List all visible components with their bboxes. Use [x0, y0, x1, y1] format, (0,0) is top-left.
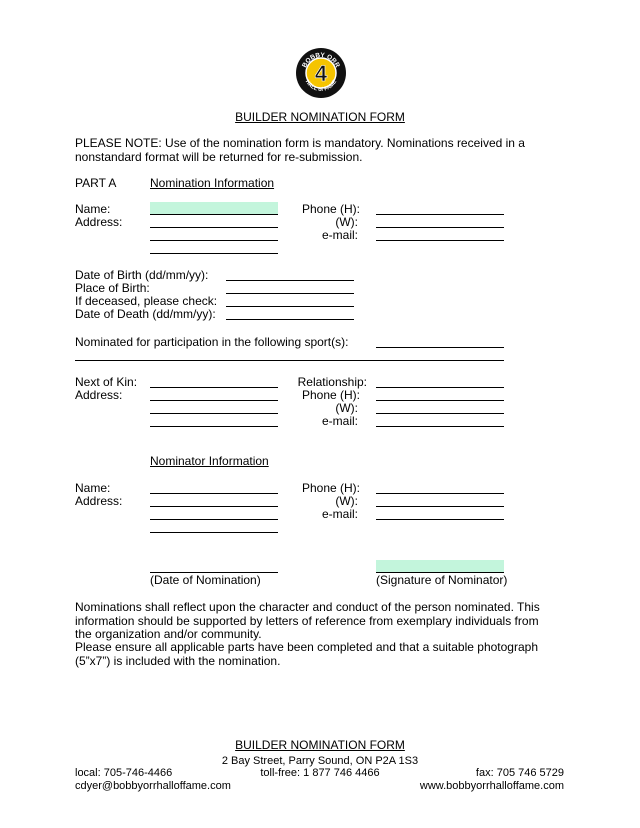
nominee-name-label: Name:: [75, 202, 111, 216]
hall-of-fame-logo: [295, 47, 347, 99]
footer-title: BUILDER NOMINATION FORM: [235, 738, 405, 752]
footer-local-phone: local: 705-746-4466: [75, 767, 173, 779]
footer-website[interactable]: www.bobbyorrhalloffame.com: [419, 780, 564, 792]
nominator-email-field[interactable]: [376, 507, 504, 520]
kin-address-line-1[interactable]: [150, 388, 278, 401]
kin-label: Next of Kin:: [75, 375, 138, 389]
kin-address-label: Address:: [75, 388, 123, 402]
sport-field-line-2[interactable]: [75, 348, 504, 361]
logo-top-text: BOBBY ORR: [301, 51, 341, 69]
nominee-name-field[interactable]: [150, 202, 278, 215]
nominator-address-label: Address:: [75, 494, 123, 508]
footer-tollfree-phone: toll-free: 1 877 746 4466: [260, 767, 380, 779]
kin-name-field[interactable]: [150, 375, 278, 388]
nominee-address-line-2[interactable]: [150, 228, 278, 241]
kin-phone-w-label: (W):: [335, 401, 358, 415]
kin-phone-w-field[interactable]: [376, 401, 504, 414]
date-of-nomination-caption: (Date of Nomination): [150, 573, 261, 587]
nominator-name-label: Name:: [75, 481, 111, 495]
footer-fax: fax: 705 746 5729: [475, 767, 564, 779]
nominator-address-line-1[interactable]: [150, 494, 278, 507]
form-title: BUILDER NOMINATION FORM: [235, 110, 405, 124]
sport-field[interactable]: [376, 335, 504, 348]
nominator-phone-h-label: Phone (H):: [301, 481, 360, 495]
kin-relationship-label: Relationship:: [297, 375, 367, 389]
kin-email-field[interactable]: [376, 414, 504, 427]
signature-caption: (Signature of Nominator): [376, 573, 508, 587]
nominator-name-field[interactable]: [150, 481, 278, 494]
nominee-email-label: e-mail:: [321, 228, 358, 242]
pob-label: Place of Birth:: [75, 281, 150, 295]
nominator-address-line-2[interactable]: [150, 507, 278, 520]
pob-field[interactable]: [226, 281, 354, 294]
closing-paragraph-1: Nominations shall reflect upon the character and conduct of the person nominated. This information should be supported by letters of reference from exemplary individuals from the organization and/or community.: [75, 600, 540, 641]
kin-phone-h-label: Phone (H):: [301, 388, 360, 402]
nominee-phone-w-field[interactable]: [376, 215, 504, 228]
nomination-info-heading: Nomination Information: [150, 176, 275, 190]
kin-address-line-3[interactable]: [150, 414, 278, 427]
nominee-email-field[interactable]: [376, 228, 504, 241]
signature-field[interactable]: [376, 560, 504, 573]
kin-relationship-field[interactable]: [376, 375, 504, 388]
footer-address: 2 Bay Street, Parry Sound, ON P2A 1S3: [221, 755, 419, 767]
nominee-address-label: Address:: [75, 215, 123, 229]
nominator-info-heading: Nominator Information: [150, 454, 269, 468]
nominator-address-line-3[interactable]: [150, 520, 278, 533]
nomination-note: PLEASE NOTE: Use of the nomination form is mandatory. Nominations received in a nonstandard format will be returned for re-submission.: [75, 136, 525, 164]
nominee-phone-w-label: (W):: [335, 215, 358, 229]
dod-field[interactable]: [226, 307, 354, 320]
kin-email-label: e-mail:: [321, 414, 358, 428]
sport-label: Nominated for participation in the following sport(s):: [75, 335, 349, 349]
deceased-field[interactable]: [226, 294, 354, 307]
deceased-label: If deceased, please check:: [75, 294, 218, 308]
nominator-phone-h-field[interactable]: [376, 481, 504, 494]
date-of-nomination-field[interactable]: [150, 560, 278, 573]
part-a-label: PART A: [75, 176, 117, 190]
closing-paragraph-2: Please ensure all applicable parts have been completed and that a suitable photograph (5”x7”) is included with the nomination.: [75, 640, 538, 668]
nominator-phone-w-label: (W):: [335, 494, 358, 508]
nominee-address-line-1[interactable]: [150, 215, 278, 228]
kin-address-line-2[interactable]: [150, 401, 278, 414]
kin-phone-h-field[interactable]: [376, 388, 504, 401]
nominee-phone-h-field[interactable]: [376, 202, 504, 215]
logo-bottom-text: HALL of FAME: [303, 79, 339, 94]
nominator-email-label: e-mail:: [321, 507, 358, 521]
nominator-phone-w-field[interactable]: [376, 494, 504, 507]
footer-email[interactable]: cdyer@bobbyorrhalloffame.com: [75, 780, 231, 792]
nominee-phone-h-label: Phone (H):: [301, 202, 360, 216]
nominee-address-line-3[interactable]: [150, 241, 278, 254]
logo-number: 4: [314, 61, 328, 86]
dob-label: Date of Birth (dd/mm/yy):: [75, 268, 209, 282]
dod-label: Date of Death (dd/mm/yy):: [75, 307, 216, 321]
dob-field[interactable]: [226, 268, 354, 281]
